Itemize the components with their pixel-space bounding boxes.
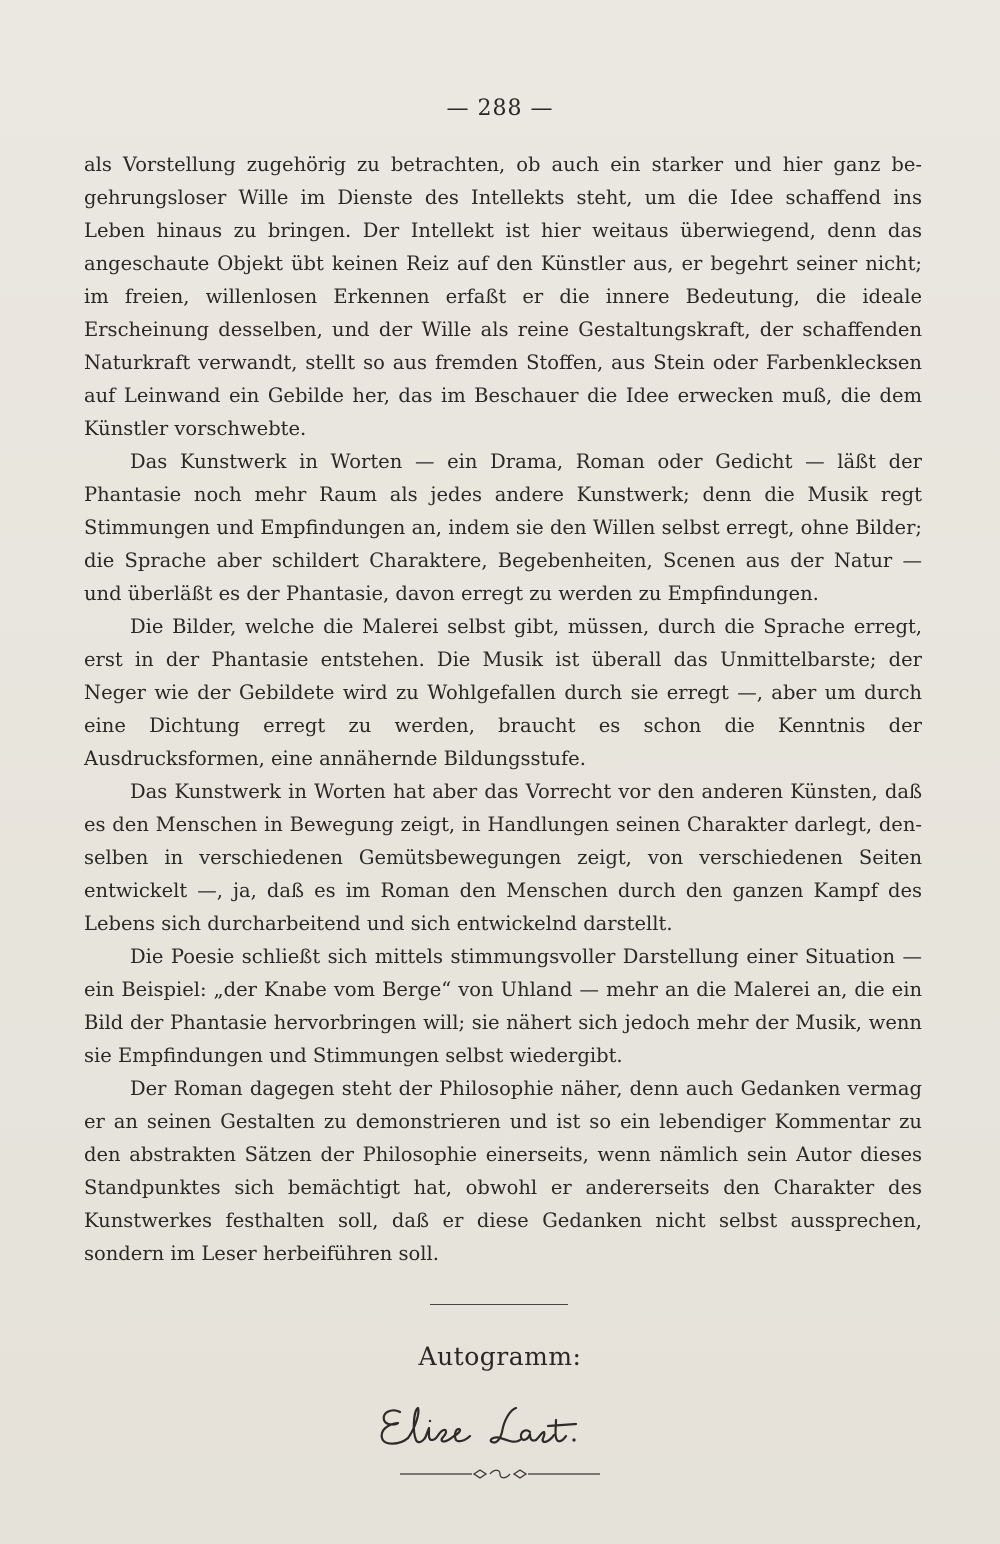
ornamental-rule bbox=[400, 1466, 600, 1482]
paragraph: Das Kunstwerk in Worten — ein Drama, Roman oder Gedicht — läßt der Phantasie noch mehr Raum als jedes andere Kunstwerk; denn die Musik regt Stimmungen und Empfindungen an, indem sie den Willen selbst erregt, ohne Bilder; die Sprache aber schildert Charaktere, Begebenheiten, Scenen aus der Natur — und überläßt es der Phantasie, davon erregt zu werden zu Empfindungen. bbox=[84, 450, 922, 605]
paragraph: Die Poesie schließt sich mittels stimmungsvoller Darstellung einer Situation — ein Beispiel: „der Knabe vom Berge“ von Uhland — mehr an die Malerei an, die ein Bild der Phantasie hervorbringen will; sie nähert sich jedoch mehr der Musik, wenn sie Empfindungen und Stimmungen selbst wiedergibt. bbox=[84, 945, 922, 1067]
body-text bbox=[84, 148, 922, 1270]
section-divider bbox=[430, 1304, 568, 1305]
autograph-label: Autogramm: bbox=[418, 1342, 582, 1371]
paragraph: Der Roman dagegen steht der Philosophie näher, denn auch Gedanken vermag er an seinen Gestalten zu demonstrieren und ist so ein lebendiger Kommentar zu den abstrakten Sätzen der Philosophie einerseits, wenn nämlich sein Autor dieses Standpunktes sich bemächtigt hat, obwohl er andererseits den Charakter des Kunstwerkes festhalten soll, daß er diese Gedanken nicht selbst aussprechen, sondern im Leser herbeiführen soll. bbox=[84, 1077, 922, 1265]
page-number: — 288 — bbox=[446, 96, 554, 121]
paragraph: Das Kunstwerk in Worten hat aber das Vorrecht vor den anderen Künsten, daß es den Menschen in Bewegung zeigt, in Handlungen seinen Charakter darlegt, denselben in verschiedenen Gemütsbewegungen zeigt, von verschiedenen Seiten entwickelt —, ja, daß es im Roman den Menschen durch den ganzen Kampf des Lebens sich durcharbeitend und sich entwickelnd darstellt. bbox=[84, 780, 922, 935]
paragraph: Die Bilder, welche die Malerei selbst gibt, müssen, durch die Sprache erregt, erst in der Phantasie entstehen. Die Musik ist überall das Unmittelbarste; der Neger wie der Gebildete wird zu Wohlgefallen durch sie erregt —, aber um durch eine Dichtung erregt zu werden, braucht es schon die Kenntnis der Ausdrucksformen, eine annähernde Bildungsstufe. bbox=[84, 615, 922, 770]
paragraph: als Vorstellung zugehörig zu betrachten, ob auch ein starker und hier ganz begehrungsloser Wille im Dienste des Intellekts steht, um die Idee schaffend ins Leben hinaus zu bringen. Der Intellekt ist hier weitaus überwiegend, denn das angeschaute Objekt übt keinen Reiz auf den Künstler aus, er begehrt seiner nicht; im freien, willenlosen Erkennen erfaßt er die innere Bedeutung, die ideale Erscheinung desselben, und der Wille als reine Gestaltungskraft, der schaffenden Naturkraft verwandt, stellt so aus fremden Stoffen, aus Stein oder Farbenklecksen auf Leinwand ein Gebilde her, das im Beschauer die Idee erwecken muß, die dem Künstler vorschwebte. bbox=[84, 153, 922, 440]
handwritten-signature bbox=[370, 1390, 610, 1460]
